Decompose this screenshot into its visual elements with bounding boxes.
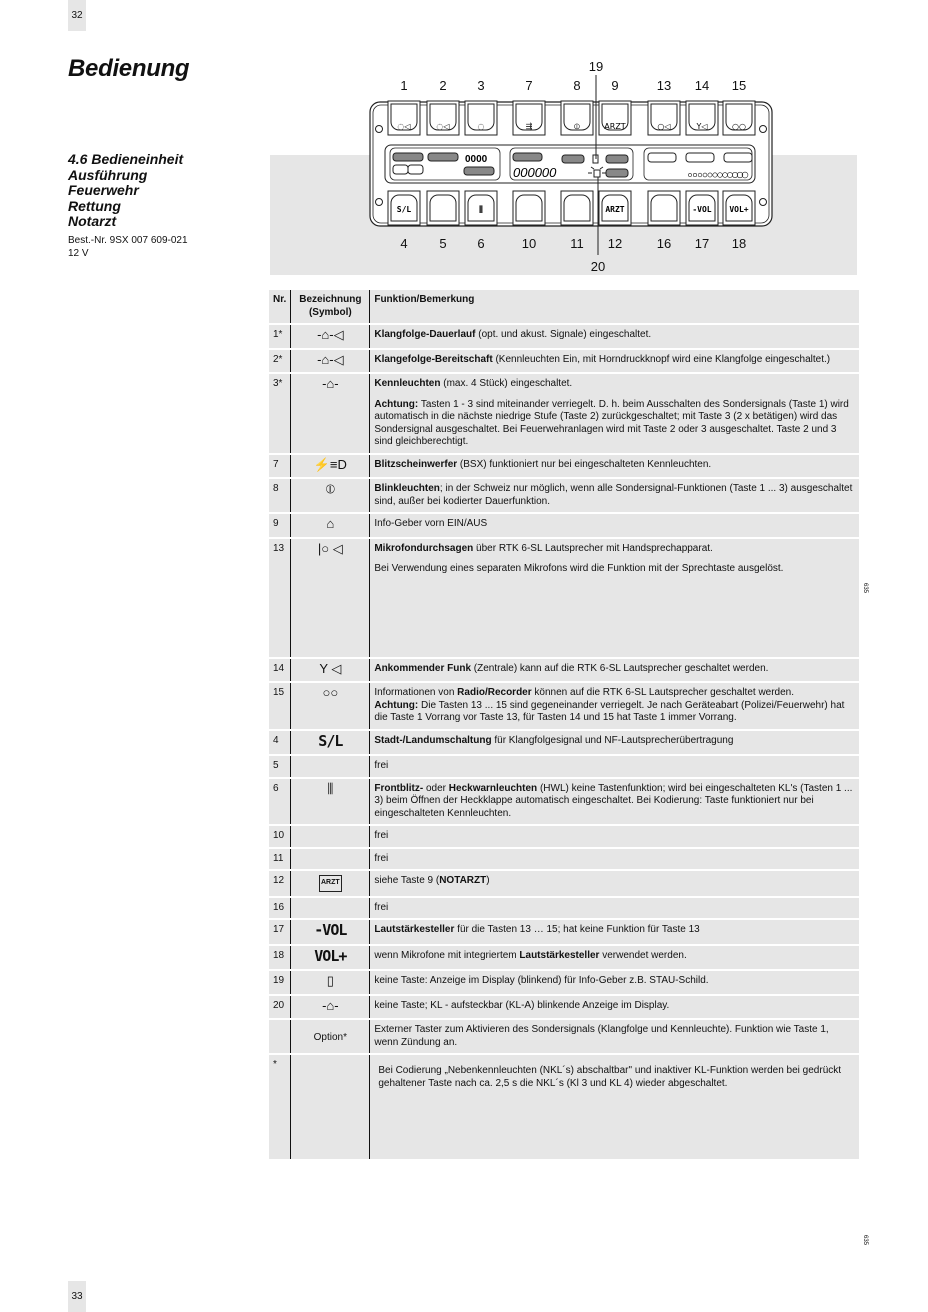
section-line: Rettung xyxy=(68,197,121,214)
screw-hole xyxy=(760,126,767,133)
cell-function xyxy=(370,897,859,920)
function-text: siehe Taste 9 ( xyxy=(374,875,440,886)
key-top-13[interactable] xyxy=(648,101,680,135)
cell-symbol xyxy=(291,324,370,349)
note-text: Die Tasten 13 ... 15 sind gegeneinander verriegelt. Je nach Geräteabart (Polizei/Feuerwehr) hat die Taste 1 Vorrang vor Taste 13, für Tasten 14 und 15 hat Taste 1 immer Vorrang. xyxy=(374,699,845,723)
cell-nr: 10 xyxy=(269,825,291,848)
rear-warning-light-icon: ⫼ xyxy=(327,780,334,796)
cell-nr: 12 xyxy=(269,870,291,897)
function-term: Blinkleuchten xyxy=(374,483,440,494)
cell-symbol xyxy=(291,1019,370,1054)
table-row xyxy=(269,1019,859,1054)
cassette-icon: ○○ xyxy=(322,685,339,700)
cell-function xyxy=(370,945,859,971)
table-row xyxy=(269,870,859,897)
cell-nr: 2* xyxy=(269,349,291,374)
microphone-speaker-icon: |○ ◁ xyxy=(317,540,343,556)
screw-hole xyxy=(376,126,383,133)
beacon-light-icon: -⌂- xyxy=(322,376,339,391)
function-text: (Kennleuchten Ein, mit Horndruckknopf wird eine Klangfolge eingeschaltet.) xyxy=(492,353,831,365)
cell-function xyxy=(370,778,859,826)
cell-nr: 14 xyxy=(269,658,291,683)
vol-minus-key: -VOL xyxy=(692,205,712,214)
cell-symbol xyxy=(291,658,370,683)
symbol-text: -VOL xyxy=(314,921,347,939)
table-row xyxy=(269,995,859,1020)
key-bottom-16[interactable] xyxy=(648,191,680,225)
table-row xyxy=(269,682,859,730)
cell-symbol xyxy=(291,755,370,778)
cell-nr: 1* xyxy=(269,324,291,349)
cell-nr: 20 xyxy=(269,995,291,1020)
key-label-top: 9 xyxy=(611,78,619,93)
microphone-speaker-icon: ○◁ xyxy=(657,122,671,131)
function-text: über RTK 6-SL Lautsprecher mit Handsprechapparat. xyxy=(473,542,713,554)
display-digits-small: 0000 xyxy=(465,154,488,165)
page-number-top: 32 xyxy=(68,0,86,31)
cell-function xyxy=(370,349,859,374)
voltage: 12 V xyxy=(68,248,89,259)
function-text: (max. 4 Stück) eingeschaltet. xyxy=(440,378,573,389)
flash-headlight-icon: ⚡≡D xyxy=(313,456,347,472)
cell-nr: 6 xyxy=(269,778,291,826)
key-label-top: 14 xyxy=(694,78,710,93)
function-text: wenn Mikrofone mit integriertem xyxy=(374,949,520,961)
section-heading xyxy=(68,152,183,230)
cell-symbol xyxy=(291,778,370,826)
function-term: Klangefolge-Bereitschaft xyxy=(374,353,493,365)
key-label-top: 15 xyxy=(731,78,747,93)
table-row xyxy=(269,324,859,349)
section-line: Notarzt xyxy=(68,213,117,229)
cell-symbol xyxy=(291,945,370,971)
function-text: frei xyxy=(374,760,389,771)
function-text: ; in der Schweiz nur möglich, wenn alle Sondersignal-Funktionen (Taste 1 ... 3) ausgeschaltet sind, außer bei kodierter Dauerfunktion. xyxy=(374,483,853,507)
key-label-bottom: 10 xyxy=(521,236,537,251)
function-text: ) xyxy=(486,875,490,886)
cell-function xyxy=(370,970,859,995)
rear-warning-icon: ⫼ xyxy=(479,205,483,214)
key-label-bottom: 18 xyxy=(731,236,747,251)
table-row xyxy=(269,478,859,513)
cell-nr xyxy=(269,1019,291,1054)
function-text: (Zentrale) kann auf die RTK 6-SL Lautsprecher geschaltet werden. xyxy=(471,662,769,674)
function-note xyxy=(374,700,855,725)
side-mark: 635 xyxy=(862,582,869,594)
cell-nr: 13 xyxy=(269,538,291,658)
cell-function xyxy=(370,658,859,683)
cell-nr: 5 xyxy=(269,755,291,778)
function-term: Lautstärkesteller xyxy=(374,924,455,935)
function-text: frei xyxy=(374,830,389,841)
function-text: keine Taste; KL - aufsteckbar (KL-A) blinkende Anzeige im Display. xyxy=(374,999,670,1011)
cell-nr: 8 xyxy=(269,478,291,513)
note-label: Achtung: xyxy=(374,398,419,410)
function-term: Ankommender Funk xyxy=(374,662,472,674)
table-row xyxy=(269,848,859,871)
page-title: Bedienung xyxy=(68,55,190,82)
function-text: keine Taste: Anzeige im Display (blinkend) für Info-Geber z.B. STAU-Schild. xyxy=(374,975,709,986)
control-panel-diagram xyxy=(360,55,780,280)
key-bottom-6[interactable] xyxy=(465,191,497,225)
header-nr: Nr. xyxy=(269,290,291,324)
cell-symbol xyxy=(291,454,370,479)
function-note xyxy=(374,563,855,576)
page-number-bottom: 33 xyxy=(68,1281,86,1312)
indicator-label-19: 19 xyxy=(588,59,604,74)
screw-hole xyxy=(760,199,767,206)
function-text: verwendet werden. xyxy=(599,949,687,961)
function-text: für die Tasten 13 … 15; hat keine Funktion für Taste 13 xyxy=(454,924,700,935)
key-bottom-11[interactable] xyxy=(561,191,593,225)
side-mark: 635 xyxy=(862,1234,869,1246)
function-table xyxy=(269,290,859,1161)
key-top-2[interactable] xyxy=(427,101,459,135)
order-number: Best.-Nr. 9SX 007 609-021 xyxy=(68,235,188,246)
function-text: oder xyxy=(423,782,449,794)
table-row xyxy=(269,730,859,756)
cell-nr: 4 xyxy=(269,730,291,756)
function-term: Kennleuchten xyxy=(374,378,441,389)
section-line: Ausführung xyxy=(68,166,148,183)
cell-function xyxy=(370,848,859,871)
key-bottom-17[interactable] xyxy=(686,191,718,225)
key-label-top: 2 xyxy=(439,78,447,93)
table-row xyxy=(269,349,859,374)
cell-nr: 11 xyxy=(269,848,291,871)
header-symbol: Bezeichnung (Symbol) xyxy=(291,290,370,324)
siren-light-speaker-dotted-icon: -⌂-◁ xyxy=(317,351,344,367)
key-top-14[interactable] xyxy=(686,101,718,135)
sl-key: S/L xyxy=(396,205,412,214)
function-text: Informationen von xyxy=(374,687,458,698)
info-indicator-icon: ▯ xyxy=(326,973,334,988)
key-top-9[interactable] xyxy=(599,101,631,135)
cell-symbol xyxy=(291,870,370,897)
key-top-8[interactable] xyxy=(561,101,593,135)
cell-function xyxy=(370,538,859,658)
key-label-bottom: 12 xyxy=(607,236,623,251)
table-row xyxy=(269,513,859,538)
key-label-bottom: 6 xyxy=(477,236,485,251)
cell-function xyxy=(370,324,859,349)
cell-nr: 7 xyxy=(269,454,291,479)
display-area xyxy=(385,145,755,183)
section-line: 4.6 Bedieneinheit xyxy=(68,151,184,167)
cell-function xyxy=(370,454,859,479)
key-label-bottom: 16 xyxy=(656,236,672,251)
key-label-top: 13 xyxy=(656,78,672,93)
table-row xyxy=(269,825,859,848)
header-function: Funktion/Bemerkung xyxy=(370,290,859,324)
vol-plus-key: VOL+ xyxy=(729,205,749,214)
cell-symbol xyxy=(291,682,370,730)
cell-nr: 9 xyxy=(269,513,291,538)
key-top-7[interactable] xyxy=(513,101,545,135)
table-row xyxy=(269,538,859,658)
key-bottom-12[interactable] xyxy=(599,191,631,225)
cell-function xyxy=(370,995,859,1020)
cell-function xyxy=(370,682,859,730)
section-meta xyxy=(68,234,188,260)
cell-nr: * xyxy=(269,1054,291,1160)
function-text: können auf die RTK 6-SL Lautsprecher geschaltet werden. xyxy=(531,687,795,698)
key-label-bottom: 5 xyxy=(439,236,447,251)
key-bottom-4[interactable] xyxy=(388,191,420,225)
info-sign-icon: ⌂ xyxy=(326,516,335,531)
table-row xyxy=(269,897,859,920)
cell-symbol xyxy=(291,919,370,945)
key-label-top: 7 xyxy=(525,78,533,93)
function-term: Mikrofondurchsagen xyxy=(374,542,474,554)
table-row xyxy=(269,919,859,945)
cell-symbol xyxy=(291,349,370,374)
key-label-bottom: 4 xyxy=(400,236,408,251)
cell-symbol xyxy=(291,478,370,513)
indicator-label-20: 20 xyxy=(590,259,606,274)
cell-symbol xyxy=(291,970,370,995)
function-text: frei xyxy=(374,852,389,864)
function-text: frei xyxy=(374,901,389,913)
cell-function xyxy=(370,478,859,513)
symbol-text: VOL+ xyxy=(314,946,347,965)
function-text: Externer Taster zum Aktivieren des Sondersignals (Klangfolge und Kennleuchte). Funktion wie Taste 1, wenn Zündung an. xyxy=(374,1024,829,1048)
cell-function xyxy=(370,513,859,538)
cell-nr: 18 xyxy=(269,945,291,971)
key-label-top: 3 xyxy=(477,78,485,93)
table-row xyxy=(269,658,859,683)
key-label-bottom: 17 xyxy=(694,236,710,251)
siren-light-speaker-icon: -⌂-◁ xyxy=(317,327,344,342)
table-row xyxy=(269,373,859,454)
key-bottom-18[interactable] xyxy=(723,191,755,225)
key-bottom-5[interactable] xyxy=(427,191,459,225)
cell-nr: 3* xyxy=(269,373,291,454)
table-row xyxy=(269,755,859,778)
cell-function xyxy=(370,919,859,945)
cell-symbol xyxy=(291,513,370,538)
siren-speaker-icon: ◌◁ xyxy=(397,122,411,131)
function-term: Heckwarnleuchten xyxy=(448,782,538,794)
function-term: Radio/Recorder xyxy=(457,687,532,698)
key-top-3[interactable] xyxy=(465,101,497,135)
function-note xyxy=(374,399,855,449)
function-text: Bei Codierung „Nebenkennleuchten (NKL´s) abschaltbar" und inaktiver KL-Funktion werden bei gedrückt gehaltener Taste nach ca. 2,5 s die NKL´s (Kl 3 und KL 4) wieder abgeschaltet. xyxy=(378,1065,842,1089)
siren-speaker-dotted-icon: ◌◁ xyxy=(436,122,450,131)
arzt-badge-icon: ARZT xyxy=(319,875,342,892)
key-top-15[interactable] xyxy=(723,101,755,135)
key-label-top: 8 xyxy=(573,78,581,93)
table-row xyxy=(269,945,859,971)
cell-function xyxy=(370,1019,859,1054)
cell-symbol xyxy=(291,848,370,871)
cell-nr: 15 xyxy=(269,682,291,730)
table-row xyxy=(269,1054,859,1160)
function-term: Blitzscheinwerfer xyxy=(374,458,458,470)
note-text: Bei Verwendung eines separaten Mikrofons wird die Funktion mit der Sprechtaste ausgelöst. xyxy=(374,563,784,574)
section-line: Feuerwehr xyxy=(68,182,139,198)
blink-light-icon: ⦶ xyxy=(325,481,336,496)
cell-function xyxy=(370,825,859,848)
screw-hole xyxy=(376,199,383,206)
symbol-text: S/L xyxy=(318,731,343,750)
beacon-icon: ◌ xyxy=(477,122,485,131)
display-digits-large: 000000 xyxy=(513,165,557,180)
table-row xyxy=(269,454,859,479)
function-text: für Klangfolgesignal und NF-Lautsprecherübertragung xyxy=(491,734,734,746)
table-row xyxy=(269,778,859,826)
cell-symbol xyxy=(291,373,370,454)
blink-light-icon: ⦶ xyxy=(574,122,580,131)
cell-symbol xyxy=(291,995,370,1020)
arzt-icon: ARZT xyxy=(605,205,625,214)
cell-function xyxy=(370,755,859,778)
key-label-top: 1 xyxy=(400,78,408,93)
beacon-indicator-icon: -⌂- xyxy=(322,997,339,1013)
antenna-speaker-icon: Y◁ xyxy=(696,122,708,131)
function-term: Klangfolge-Dauerlauf xyxy=(374,329,476,340)
function-term: NOTARZT xyxy=(439,875,487,886)
cell-symbol xyxy=(291,897,370,920)
key-label-bottom: 11 xyxy=(570,236,584,251)
function-term: Lautstärkesteller xyxy=(519,949,600,961)
function-text: (BSX) funktioniert nur bei eingeschalteten Kennleuchten. xyxy=(457,458,712,470)
flash-headlight-icon: ⇶ xyxy=(525,122,533,131)
cell-function xyxy=(370,870,859,897)
function-term: Frontblitz- xyxy=(374,782,424,794)
cell-nr: 19 xyxy=(269,970,291,995)
note-text: Tasten 1 - 3 sind miteinander verriegelt. D. h. beim Ausschalten des Sondersignals (Taste 1) wird automatisch in die nächste niedrige Stufe (Taste 2) zurückgeschaltet; mit Taste 3 (2 x betätigen) wird das Sondersignal ausgeschaltet. Bei Feuerwehranlagen wird mit Taste 2 oder 3 ausgeschaltet. Taste 2 und 3 sind gleichberechtigt. xyxy=(374,398,849,447)
function-text: (HWL) keine Tastenfunktion; wird bei eingeschalteten KL's (Tasten 1 ... 3) beim Öffnen der Heckklappe automatisch eingeschaltet. Bei Kodierung: Taste funktioniert nur bei eingeschalteten Kennleuchten. xyxy=(374,782,853,819)
key-top-1[interactable] xyxy=(388,101,420,135)
antenna-speaker-icon: Y ◁ xyxy=(319,660,342,676)
cell-nr: 16 xyxy=(269,897,291,920)
cell-function xyxy=(370,1054,859,1160)
cell-symbol xyxy=(291,538,370,658)
cell-symbol xyxy=(291,825,370,848)
cell-symbol xyxy=(291,1054,370,1160)
symbol-text: Option* xyxy=(313,1032,348,1043)
cell-function xyxy=(370,730,859,756)
function-text: Info-Geber vorn EIN/AUS xyxy=(374,518,488,529)
table-row xyxy=(269,970,859,995)
arzt-icon: ARZT xyxy=(604,122,626,131)
cell-symbol xyxy=(291,730,370,756)
function-term: Stadt-/Landumschaltung xyxy=(374,734,492,746)
cell-function xyxy=(370,373,859,454)
function-text: (opt. und akust. Signale) eingeschaltet. xyxy=(475,329,652,340)
key-bottom-10[interactable] xyxy=(513,191,545,225)
cassette-icon: ○○ xyxy=(732,122,746,131)
cell-nr: 17 xyxy=(269,919,291,945)
note-label: Achtung: xyxy=(374,699,419,711)
